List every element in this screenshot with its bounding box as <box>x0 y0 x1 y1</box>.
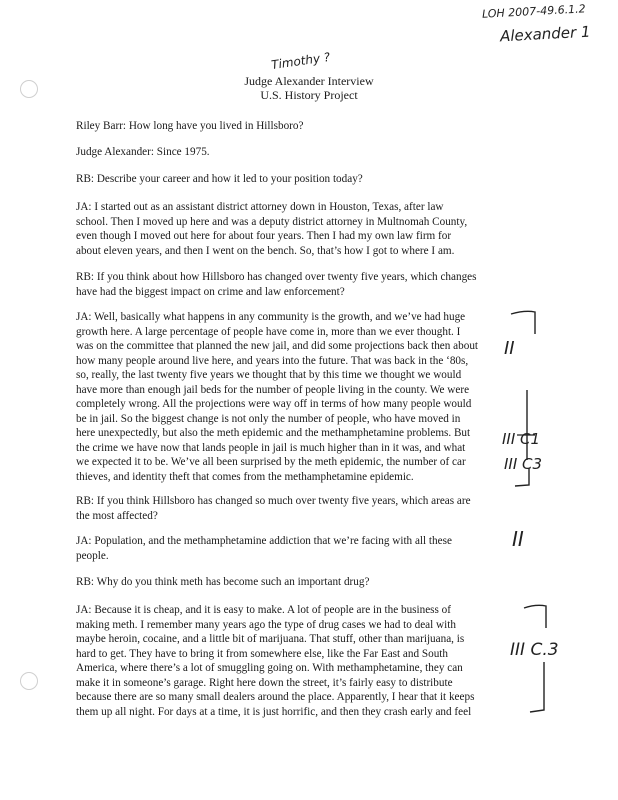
document-subtitle: U.S. History Project <box>260 88 358 102</box>
accession-number: LOH 2007-49.6.1.2 <box>481 2 586 21</box>
margin-note-section: III C1 <box>502 430 541 448</box>
paragraph-answer-1: Judge Alexander: Since 1975. <box>76 146 210 158</box>
margin-note-section: III C.3 <box>510 640 559 660</box>
scan-hole-mark <box>20 80 38 98</box>
paragraph-answer-4: JA: Population, and the methamphetamine addiction that we’re facing with all these people. <box>76 535 452 562</box>
scan-hole-mark <box>20 672 38 690</box>
margin-note-section: II <box>504 338 515 359</box>
paragraph-question-4: RB: If you think Hillsboro has changed so much over twenty five years, which areas are the most affected? <box>76 495 471 522</box>
paragraph-question-2: RB: Describe your career and how it led to your position today? <box>76 173 363 185</box>
paragraph-answer-5: JA: Because it is cheap, and it is easy to make. A lot of people are in the business of making meth. I remember many years ago the type of drug cases we had to deal with maybe heroin, cocaine, and a little bit of marijuana. That stuff, other than marijuana, is hard to get. They have to bring it from somewhere else, like the Far East and South America, where there’s a lot of smuggling going on. With methamphetamine, they can make it in someone’s garage. Right here down the street, it’s fairly easy to distribute because there are so many small dealers around the place. Apparently, I hear that it keeps them up all night. For days at a time, it is just horrific, and then they crash early and feel <box>76 604 475 718</box>
paragraph-answer-2: JA: I started out as an assistant district attorney down in Houston, Texas, after law school. Then I moved up here and was a deputy district attorney in Multnomah County, even though I moved out here for about four years. Then I had my own law firm for about eleven years, and then I went on the bench. So, that’s how I got to where I am. <box>76 201 468 257</box>
paragraph-question-1: Riley Barr: How long have you lived in Hillsboro? <box>76 120 304 132</box>
paragraph-question-3: RB: If you think about how Hillsboro has changed over twenty five years, which changes have had the biggest impact on crime and law enforcement? <box>76 271 477 298</box>
name-tag-annotation: Alexander 1 <box>499 22 591 46</box>
document-title: Judge Alexander Interview <box>244 74 374 88</box>
margin-note-section: II <box>512 527 524 551</box>
given-name-annotation: Timothy ? <box>270 49 331 73</box>
margin-note-section: III C3 <box>504 455 543 473</box>
paragraph-question-5: RB: Why do you think meth has become such an important drug? <box>76 576 370 588</box>
margin-bracket-icon <box>520 600 560 720</box>
paragraph-answer-3: JA: Well, basically what happens in any community is the growth, and we’ve had huge growth here. A large percentage of people have come in, more than we ever thought. I was on the committee that planned the new jail, and did some projections back then about how many people around live here, and years into the future. That was back in the ‘80s, so, really, the last twenty five years we thought that by this time we thought we would have more than enough jail beds for the number of people living in the county. We were completely wrong. All the projections were way off in terms of how many people would be in jail. So the biggest change is not only the number of people, who have moved in here unexpectedly, but also the meth epidemic and the methamphetamine problems. But the crime we have now that lands people in jail is much higher than in it was, and what we expected it to be. We’ve all been surprised by the meth epidemic, the number of car thieves, and identity theft that comes from the methamphetamine epidemic. <box>76 311 479 483</box>
